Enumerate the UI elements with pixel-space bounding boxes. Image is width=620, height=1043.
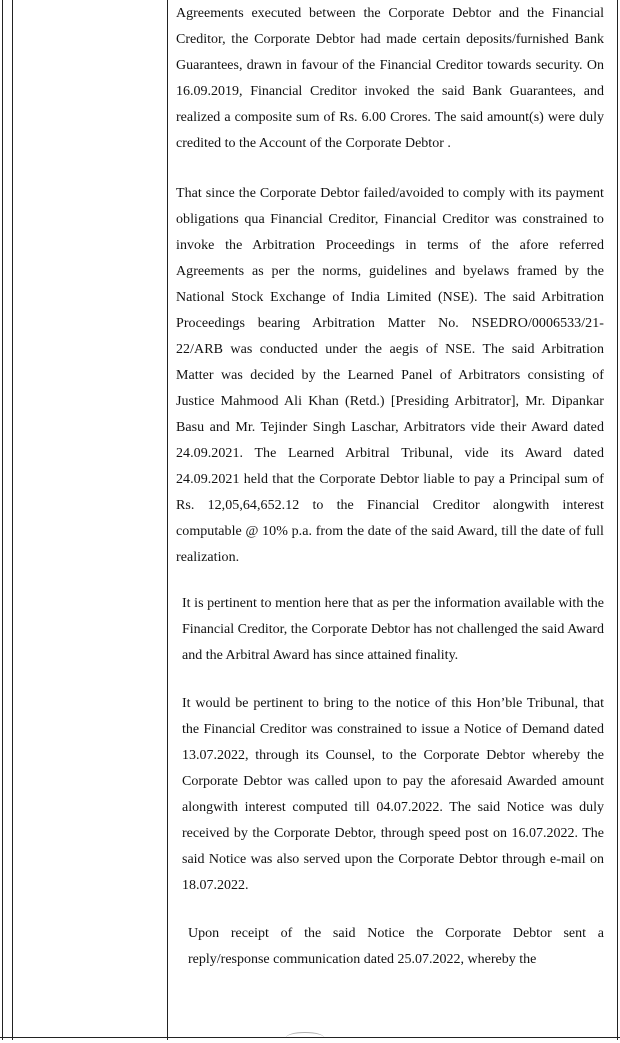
paragraph-3: It is pertinent to mention here that as per the information available with the Financial Creditor, the Corporate Debtor has not challenged the said Award and the Arbitral Award has since attained finality. — [182, 596, 604, 663]
table-inner-border — [12, 0, 13, 1040]
stamp-mark — [286, 1032, 324, 1043]
paragraph-1: Agreements executed between the Corporate Debtor and the Financial Creditor, the Corporate Debtor had made certain deposits/furnished Bank Guarantees, drawn in favour of the Financial Creditor towards security. On 16.09.2019, Financial Creditor invoked the said Bank Guarantees, and realized a composite sum of Rs. 6.00 Crores. The said amount(s) were duly credited to the Account of the Corporate Debtor . — [176, 6, 604, 151]
table-left-border — [2, 0, 3, 1040]
paragraph-5: Upon receipt of the said Notice the Corporate Debtor sent a reply/response communication dated 25.07.2022, whereby the — [188, 926, 604, 967]
table-column-divider — [167, 0, 168, 1040]
paragraph-4: It would be pertinent to bring to the notice of this Hon’ble Tribunal, that the Financial Creditor was constrained to issue a Notice of Demand dated 13.07.2022, through its Counsel, to the Corporate Debtor whereby the Corporate Debtor was called upon to pay the aforesaid Awarded amount alongwith interest computed till 04.07.2022. The said Notice was duly received by the Corporate Debtor, through speed post on 16.07.2022. The said Notice was also served upon the Corporate Debtor through e-mail on 18.07.2022. — [182, 696, 604, 893]
paragraph-2: That since the Corporate Debtor failed/avoided to comply with its payment obligations qua Financial Creditor, Financial Creditor was constrained to invoke the Arbitration Proceedings in terms of the afore referred Agreements as per the norms, guidelines and byelaws framed by the National Stock Exchange of India Limited (NSE). The said Arbitration Proceedings bearing Arbitration Matter No. NSEDRO/0006533/21-22/ARB was conducted under the aegis of NSE. The said Arbitration Matter was decided by the Learned Panel of Arbitrators consisting of Justice Mahmood Ali Khan (Retd.) [Presiding Arbitrator], Mr. Dipankar Basu and Mr. Tejinder Singh Laschar, Arbitrators vide their Award dated 24.09.2021. The Learned Arbitral Tribunal, vide its Award dated 24.09.2021 held that the Corporate Debtor liable to pay a Principal sum of Rs. 12,05,64,652.12 to the Financial Creditor alongwith interest computable @ 10% p.a. from the date of the said Award, till the date of full realization. — [176, 186, 604, 565]
document-body — [176, 1, 604, 973]
table-right-border — [617, 0, 618, 1040]
